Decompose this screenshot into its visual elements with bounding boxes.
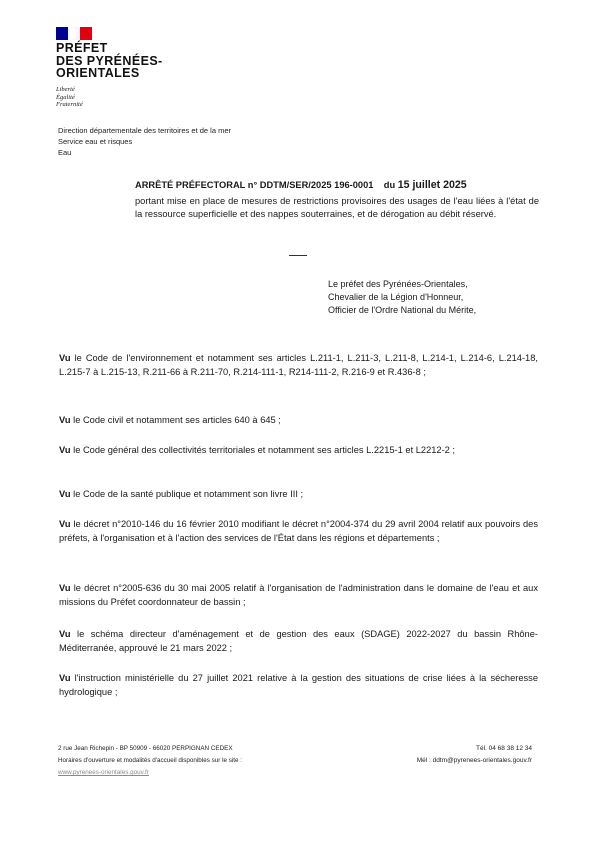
visa-paragraph	[59, 672, 538, 699]
service-name: Service eau et risques	[58, 137, 133, 146]
signatory-block	[328, 278, 476, 317]
visa-text: le Code de l'environnement et notamment ses articles L.211-1, L.211-3, L.211-8, L.214-1, L.214-6, L.214-18, L.215-7 à L.215-13, R.211-66 à R.211-70, R.214-111-1, R214-111-2, R.216-9 et R.436-8 ;	[59, 353, 538, 377]
issuing-service	[58, 125, 231, 158]
visa-paragraph	[59, 628, 538, 655]
arrete-du: du	[383, 180, 396, 190]
motto-line: Égalité	[56, 93, 75, 101]
visa-paragraph	[59, 444, 538, 458]
signatory-line: Officier de l'Ordre National du Mérite,	[328, 305, 477, 315]
arrete-object: portant mise en place de mesures de restrictions provisoires des usages de l'eau liées à l'état de la ressource superficielle et des nappes souterraines, et de dérogation au débit réservé.	[135, 196, 539, 220]
visa-paragraph	[59, 518, 538, 545]
visa-keyword: Vu	[59, 673, 71, 683]
arrete-reference: ARRÊTÉ PRÉFECTORAL n° DDTM/SER/2025 196-0001	[135, 180, 374, 190]
footer-address: 2 rue Jean Richepin - BP 50909 - 66020 PERPIGNAN CEDEX	[58, 745, 233, 752]
signatory-line: Chevalier de la Légion d'Honneur,	[328, 292, 464, 302]
arrete-date: 15 juillet 2025	[397, 179, 467, 191]
separator-line	[289, 255, 307, 256]
signatory-line: Le préfet des Pyrénées-Orientales,	[328, 279, 468, 289]
footer-contact-right	[417, 743, 532, 767]
footer-phone: Tél. 04 68 38 12 34	[475, 745, 532, 752]
footer-hours: Horaires d'ouverture et modalités d'accueil disponibles sur le site :	[58, 757, 243, 764]
visa-text: l'instruction ministérielle du 27 juillet 2021 relative à la gestion des situations de crise liées à la sécheresse hydrologique ;	[59, 673, 538, 697]
republic-motto	[56, 86, 83, 109]
visa-keyword: Vu	[59, 519, 71, 529]
prefecture-title-line: ORIENTALES	[56, 66, 140, 80]
visa-text: le Code de la santé publique et notamment son livre III ;	[70, 489, 304, 499]
visa-text: le décret n°2005-636 du 30 mai 2005 relatif à l'organisation de l'administration dans le domaine de l'eau et aux missions du Préfet coordonnateur de bassin ;	[59, 583, 538, 607]
visa-paragraph	[59, 582, 538, 609]
visa-keyword: Vu	[59, 415, 71, 425]
visa-keyword: Vu	[59, 445, 71, 455]
footer-contact-left	[58, 743, 242, 779]
footer-email[interactable]: Mél : ddtm@pyrenees-orientales.gouv.fr	[416, 757, 532, 764]
visa-paragraph	[59, 414, 538, 428]
visa-keyword: Vu	[59, 353, 71, 363]
visa-keyword: Vu	[59, 583, 71, 593]
visa-keyword: Vu	[59, 489, 71, 499]
visa-text: le schéma directeur d'aménagement et de gestion des eaux (SDAGE) 2022-2027 du bassin Rhône-Méditerranée, approuvé le 21 mars 2022 ;	[59, 629, 538, 653]
visa-paragraph	[59, 352, 538, 379]
prefecture-title-line: DES PYRÉNÉES-	[56, 53, 163, 68]
arrete-heading	[135, 179, 467, 191]
prefecture-title	[56, 42, 216, 80]
visa-paragraph	[59, 488, 538, 502]
visa-text: le Code civil et notamment ses articles 640 à 645 ;	[70, 415, 281, 425]
marianne-icon	[64, 27, 82, 40]
motto-line: Liberté	[56, 86, 75, 93]
service-direction: Direction départementale des territoires et de la mer	[58, 126, 231, 135]
motto-line: Fraternité	[56, 101, 83, 108]
footer-website-link[interactable]: www.pyrenees-orientales.gouv.fr	[58, 769, 149, 776]
visa-text: le Code général des collectivités territoriales et notamment ses articles L.2215-1 et L2212-2 ;	[70, 445, 456, 455]
visa-keyword: Vu	[59, 629, 71, 639]
prefecture-title-line: PRÉFET	[56, 41, 108, 55]
visa-text: le décret n°2010-146 du 16 février 2010 modifiant le décret n°2004-374 du 29 avril 2004 relatif aux pouvoirs des préfets, à l'organisation et à l'action des services de l'État dans les régions et départements ;	[59, 519, 538, 543]
service-unit: Eau	[58, 148, 72, 157]
